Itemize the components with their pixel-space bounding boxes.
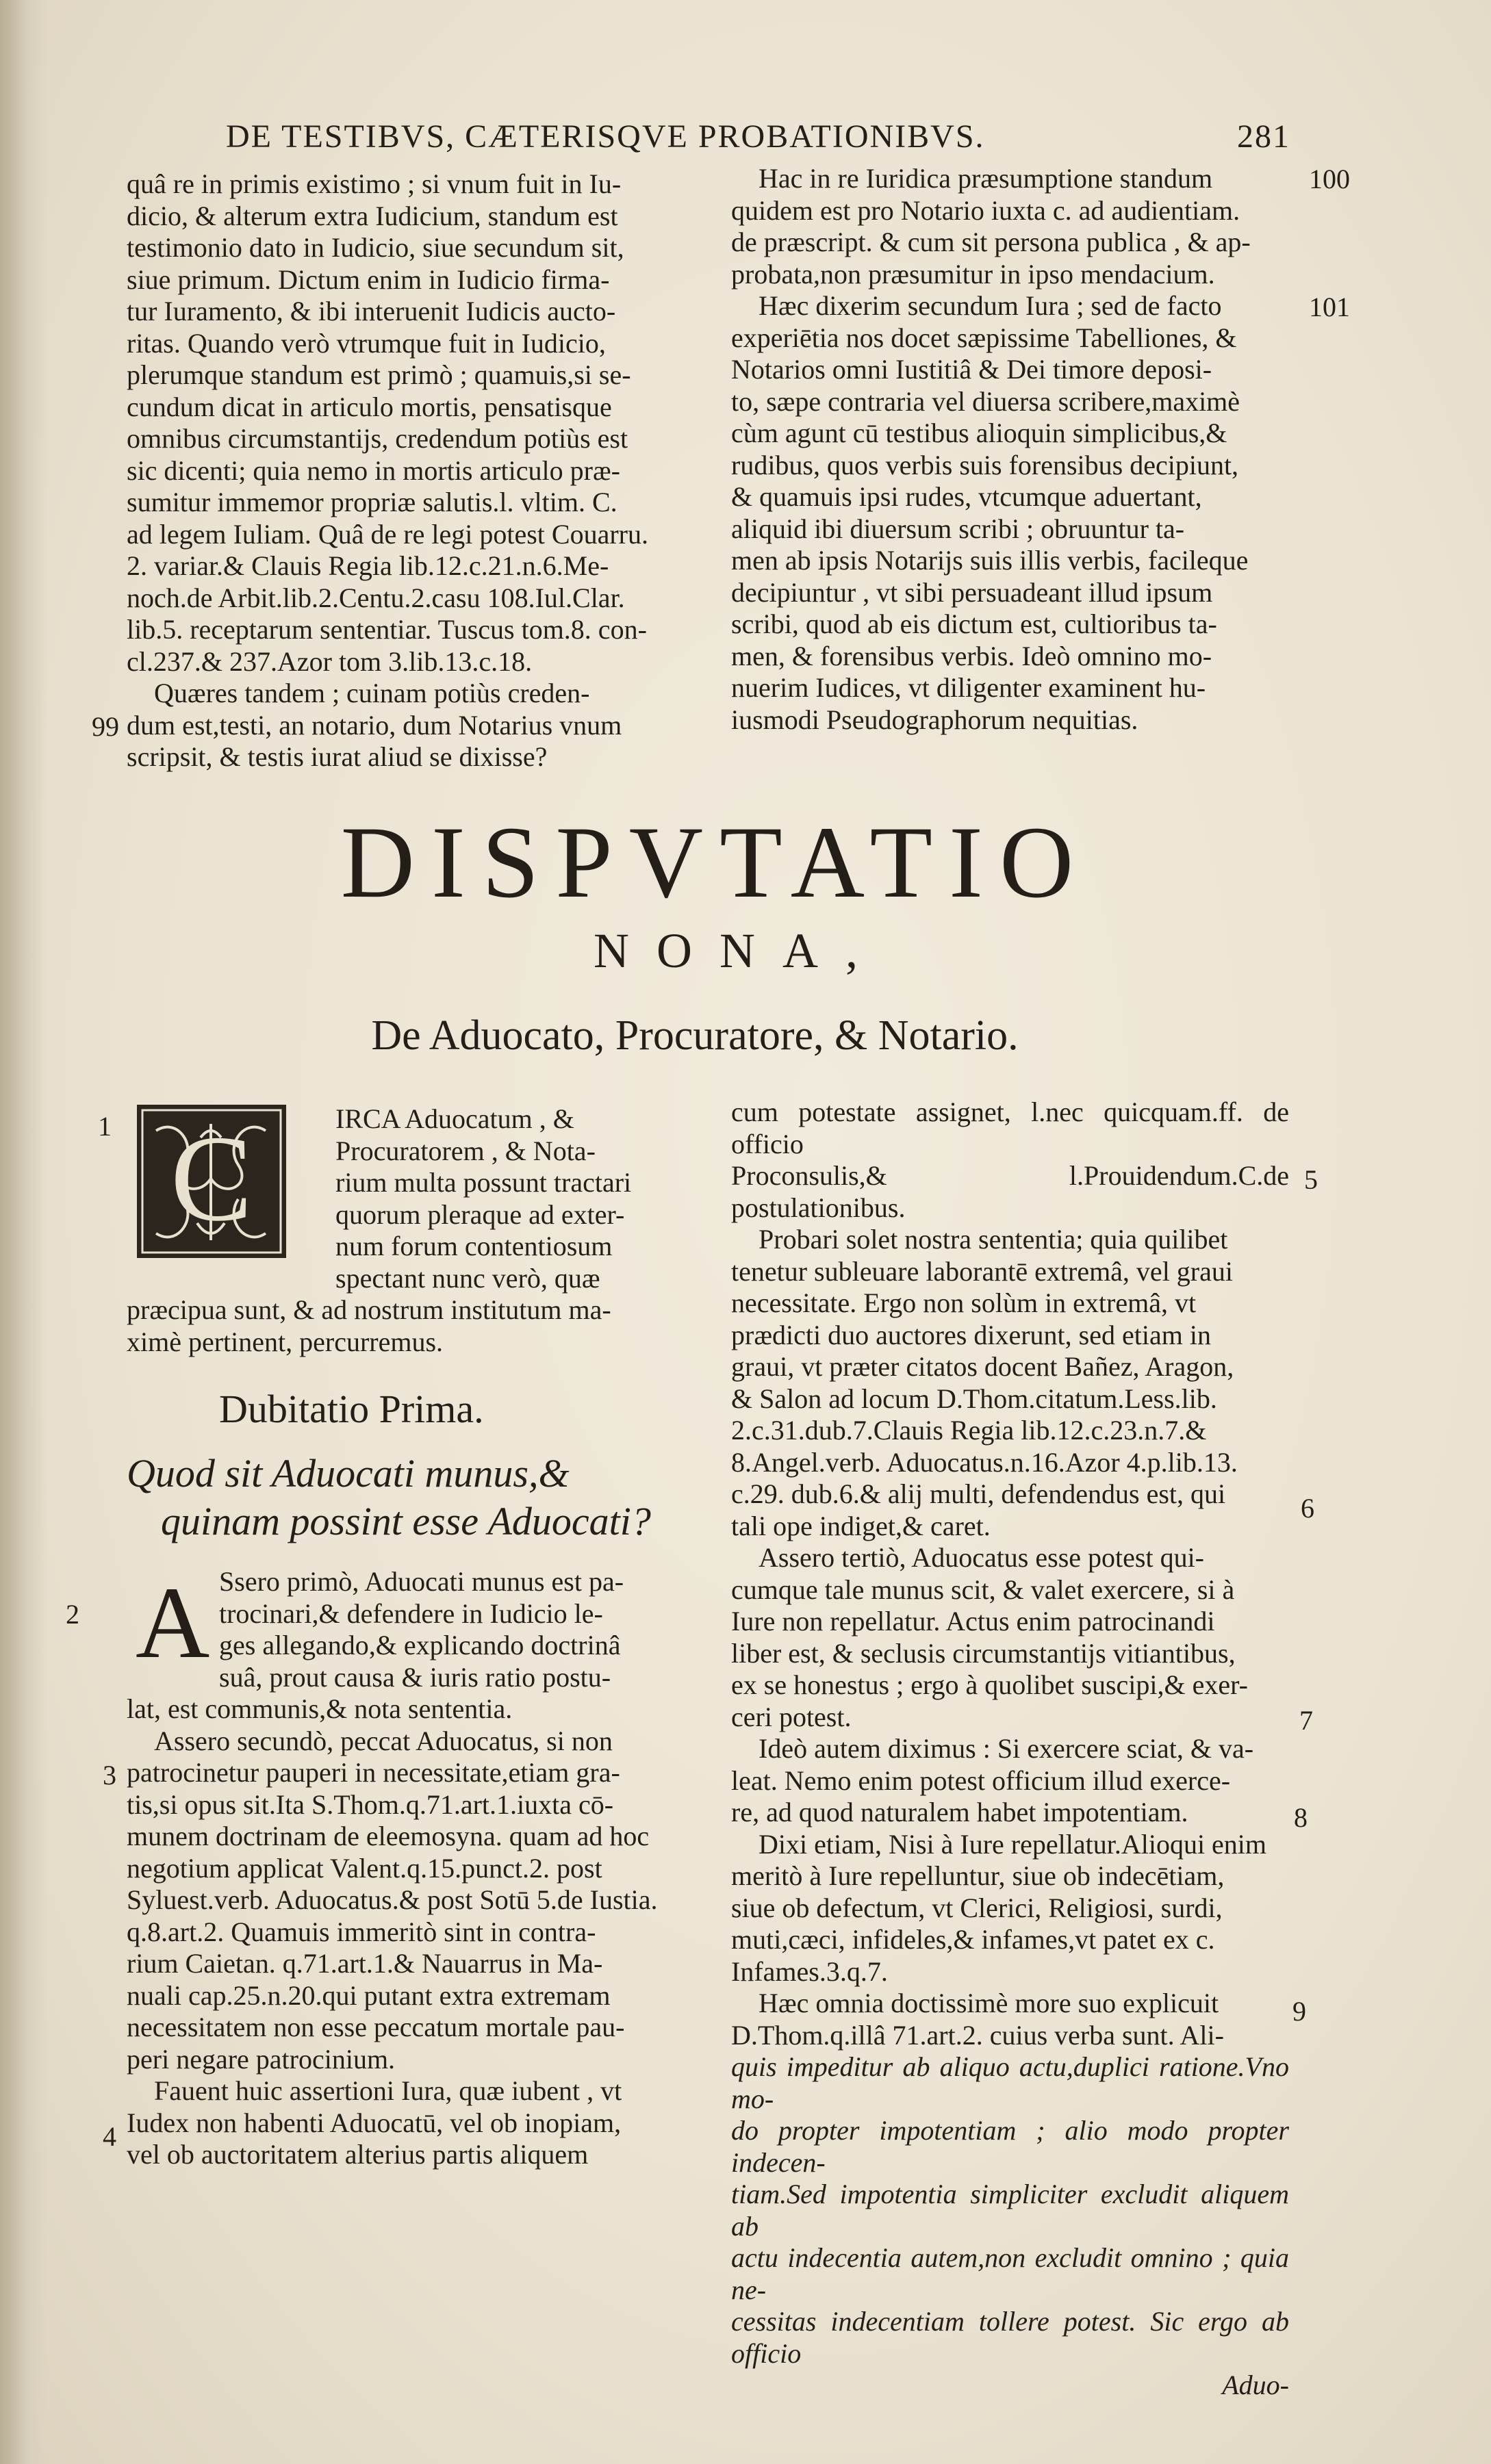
- column-bottom-left-body: [127, 1566, 691, 2171]
- text-line: men, & forensibus verbis. Ideò omnino mo-: [731, 640, 1212, 671]
- text-line: ritas. Quando verò vtrumque fuit in Iudicio,: [127, 327, 606, 359]
- text-line: meritò à Iure repelluntur, siue ob indecētiam,: [731, 1860, 1225, 1891]
- text-line: siue ob defectum, vt Clerici, Religiosi, surdi,: [731, 1892, 1223, 1923]
- margin-number: 99: [92, 711, 119, 742]
- text-line: Syluest.verb. Aduocatus.& post Sotū 5.de Iustia.: [127, 1884, 658, 1915]
- quaestio-line: quinam possint esse Aduocati?: [161, 1499, 651, 1543]
- text-line: necessitate. Ergo non solùm in extremâ, vt: [731, 1287, 1197, 1318]
- text-line: cessitas indecentiam tollere potest. Sic ergo ab officio: [731, 2306, 1289, 2369]
- text-line: munem doctrinam de eleemosyna. quam ad hoc: [127, 1821, 650, 1851]
- text-line: siue primum. Dictum enim in Iudicio firma-: [127, 264, 610, 295]
- text-line: re, ad quod naturalem habet impotentiam.: [731, 1797, 1188, 1827]
- column-bottom-right: [731, 1096, 1289, 2402]
- text-line: aliquid ibi diuersum scribi ; obruuntur ta-: [731, 513, 1185, 544]
- text-line: Procuratorem , & Nota-: [335, 1135, 596, 1166]
- text-line: omnibus circumstantijs, credendum potiùs est: [127, 423, 628, 454]
- margin-number: 4: [103, 2121, 116, 2152]
- text-line: noch.de Arbit.lib.2.Centu.2.casu 108.Iul.Clar.: [127, 582, 625, 613]
- text-line: quidem est pro Notario iuxta c. ad audientiam.: [731, 194, 1240, 226]
- margin-number: 100: [1309, 164, 1350, 194]
- text-line: suâ, prout causa & iuris ratio postu-: [219, 1661, 611, 1693]
- dropcap-letter: C: [170, 1110, 253, 1246]
- margin-number: 1: [98, 1111, 112, 1142]
- dubitatio-heading: Dubitatio Prima.: [219, 1387, 484, 1431]
- text-line: rudibus, quos verbis suis forensibus decipiunt,: [731, 449, 1239, 480]
- text-line: tenetur subleuare laborantē extremâ, vel graui: [731, 1255, 1233, 1287]
- text-line: iusmodi Pseudographorum nequitias.: [731, 704, 1138, 735]
- text-line: rium Caietan. q.71.art.1.& Nauarrus in Ma-: [127, 1948, 603, 1979]
- text-line: tiam.Sed impotentia simpliciter excludit aliquem ab: [731, 2179, 1289, 2242]
- text-line: præcipua sunt, & ad nostrum institutum ma-: [127, 1294, 611, 1325]
- text-line: D.Thom.q.illâ 71.art.2. cuius verba sunt. Ali-: [731, 2019, 1224, 2051]
- text-line: Notarios omni Iustitiâ & Dei timore deposi-: [731, 354, 1212, 385]
- text-line: tur Iuramento, & ibi interuenit Iudicis aucto-: [127, 296, 616, 326]
- text-line: necessitatem non esse peccatum mortale pau-: [127, 2012, 625, 2042]
- text-line: num forum contentiosum: [335, 1231, 613, 1261]
- text-line: lat, est communis,& nota sententia.: [127, 1693, 513, 1724]
- text-line: Hac in re Iuridica præsumptione standum: [759, 163, 1213, 194]
- text-line: Infames.3.q.7.: [731, 1955, 888, 1987]
- text-line: Quæres tandem ; cuinam potiùs creden-: [154, 678, 590, 708]
- text-line: testimonio dato in Iudicio, siue secundum sit,: [127, 232, 624, 263]
- text-line: quis impeditur ab aliquo actu,duplici ratione.Vno mo-: [731, 2051, 1289, 2114]
- running-head: [226, 118, 1290, 159]
- text-line: muti,cæci, infideles,& infames,vt patet ex c.: [731, 1924, 1215, 1955]
- text-line: liber est, & seclusis circumstantijs vitiantibus,: [731, 1637, 1236, 1669]
- text-line: lib.5. receptarum sententiar. Tuscus tom.8. con-: [127, 614, 647, 645]
- text-line: Hæc dixerim secundum Iura ; sed de facto: [759, 290, 1222, 321]
- text-line: IRCA Aduocatum , &: [335, 1103, 574, 1134]
- margin-number: 5: [1304, 1164, 1318, 1195]
- text-line: & Salon ad locum D.Thom.citatum.Less.lib.: [731, 1383, 1217, 1414]
- text-line: ximè pertinent, percurremus.: [127, 1326, 444, 1357]
- margin-number: 2: [66, 1599, 79, 1630]
- margin-number: 9: [1292, 1996, 1306, 2027]
- text-line: cumque tale munus scit, & valet exercere, si à: [731, 1574, 1235, 1605]
- text-line: Probari solet nostra sententia; quia quilibet: [759, 1224, 1228, 1255]
- text-line: leat. Nemo enim potest officium illud exerce-: [731, 1764, 1231, 1796]
- catchword: Aduo-: [1222, 2370, 1289, 2400]
- text-line: do propter impotentiam ; alio modo propter indecen-: [731, 2115, 1289, 2178]
- column-bottom-left: [127, 1103, 691, 1358]
- text-line: sumitur immemor propriæ salutis.l. vltim. C.: [127, 487, 617, 517]
- text-line: trocinari,& defendere in Iudicio le-: [219, 1597, 603, 1629]
- text-line: experiētia nos docet sæpissime Tabelliones, &: [731, 322, 1237, 353]
- text-line: Fauent huic assertioni Iura, quæ iubent , vt: [154, 2075, 622, 2106]
- text-line: dicio, & alterum extra Iudicium, standum est: [127, 200, 618, 231]
- text-line: spectant nunc verò, quæ: [335, 1262, 600, 1294]
- text-line: 2. variar.& Clauis Regia lib.12.c.21.n.6.Me-: [127, 550, 609, 581]
- text-line: quorum pleraque ad exter-: [335, 1198, 625, 1230]
- text-line: quâ re in primis existimo ; si vnum fuit in Iu-: [127, 168, 622, 199]
- text-line: 8.Angel.verb. Aduocatus.n.16.Azor 4.p.lib.13.: [731, 1446, 1238, 1478]
- margin-number: 7: [1299, 1705, 1313, 1736]
- text-line: prædicti duo auctores dixerunt, sed etiam in: [731, 1319, 1211, 1350]
- quaestio-line: Quod sit Aduocati munus,&: [127, 1451, 570, 1496]
- text-line: Dixi etiam, Nisi à Iure repellatur.Alioqui enim: [759, 1828, 1267, 1860]
- text-line: ges allegando,& explicando doctrinâ: [219, 1630, 621, 1660]
- text-line: patrocinetur pauperi in necessitate,etiam gra-: [127, 1757, 620, 1788]
- margin-number: 6: [1301, 1493, 1314, 1524]
- text-line: tis,si opus sit.Ita S.Thom.q.71.art.1.iuxta cō-: [127, 1788, 614, 1820]
- text-line: decipiuntur , vt sibi persuadeant illud ipsum: [731, 576, 1213, 608]
- disputatio-subtitle: De Aduocato, Procuratore, & Notario.: [371, 1012, 1019, 1059]
- quaestio-heading: [127, 1450, 702, 1545]
- text-line: cum potestate assignet, l.nec quicquam.ff. de officio: [731, 1096, 1289, 1159]
- nona-heading: NONA,: [594, 923, 885, 978]
- text-line: tali ope indiget,& caret.: [731, 1510, 991, 1541]
- text-line: Proconsulis,& l.Prouidendum.C.de postulationibus.: [731, 1160, 1289, 1223]
- disputatio-heading: DISPVTATIO: [340, 806, 1091, 919]
- text-line: to, sæpe contraria vel diuersa scribere,maximè: [731, 385, 1240, 417]
- margin-number: 3: [103, 1760, 116, 1791]
- text-line: scribi, quod ab eis dictum est, cultioribus ta-: [731, 608, 1217, 639]
- page-number: 281: [1237, 118, 1290, 155]
- text-line: cundum dicat in articulo mortis, pensatisque: [127, 391, 612, 422]
- text-line: sic dicenti; quia nemo in mortis articulo præ-: [127, 454, 620, 486]
- column-top-right: [731, 163, 1289, 736]
- text-line: Ssero primò, Aduocati munus est pa-: [219, 1566, 624, 1597]
- text-line: dum est,testi, an notario, dum Notarius vnum: [127, 709, 622, 741]
- text-line: ad legem Iuliam. Quâ de re legi potest Couarru.: [127, 518, 648, 550]
- column-top-left: [127, 168, 691, 773]
- text-line: Assero secundò, peccat Aduocatus, si non: [154, 1725, 613, 1756]
- text-line: ceri potest.: [731, 1701, 852, 1732]
- text-line: c.29. dub.6.& alij multi, defendendus est, qui: [731, 1478, 1226, 1509]
- text-line: Hæc omnia doctissimè more suo explicuit: [759, 1988, 1219, 2018]
- text-line: negotium applicat Valent.q.15.punct.2. post: [127, 1852, 602, 1884]
- text-line: graui, vt præter citatos docent Bañez, Aragon,: [731, 1351, 1234, 1382]
- text-line: cl.237.& 237.Azor tom 3.lib.13.c.18.: [127, 645, 533, 677]
- text-line: & quamuis ipsi rudes, vtcumque aduertant,: [731, 481, 1202, 512]
- text-line: cùm agunt cū testibus alioquin simplicibus,&: [731, 418, 1227, 448]
- text-line: Ideò autem diximus : Si exercere sciat, & va-: [759, 1733, 1254, 1764]
- text-line: peri negare patrocinium.: [127, 2043, 396, 2075]
- margin-number: 101: [1309, 292, 1350, 322]
- text-line: actu indecentia autem,non excludit omnino ; quia ne-: [731, 2242, 1289, 2305]
- text-line: Iudex non habenti Aduocatū, vel ob inopiam,: [127, 2107, 622, 2138]
- running-head-title: DE TESTIBVS, CÆTERISQVE PROBATIONIBVS.: [226, 118, 985, 155]
- text-line: 2.c.31.dub.7.Clauis Regia lib.12.c.23.n.7.&: [731, 1415, 1207, 1446]
- text-line: scripsit, & testis iurat aliud se dixisse?: [127, 741, 548, 772]
- text-line: nuali cap.25.n.20.qui putant extra extremam: [127, 1979, 611, 2011]
- page-binding-shadow: [0, 0, 48, 2464]
- text-line: q.8.art.2. Quamuis immeritò sint in contra-: [127, 1916, 596, 1947]
- text-line: Assero tertiò, Aduocatus esse potest qui-: [759, 1542, 1204, 1573]
- text-line: de præscript. & cum sit persona publica , & ap-: [731, 227, 1251, 257]
- dropcap-a: A: [136, 1566, 210, 1680]
- text-line: rium multa possunt tractari: [335, 1167, 632, 1198]
- text-line: plerumque standum est primò ; quamuis,si se-: [127, 359, 631, 390]
- text-line: probata,non præsumitur in ipso mendacium.: [731, 258, 1215, 290]
- text-line: men ab ipsis Notarijs suis illis verbis, facileque: [731, 545, 1249, 576]
- text-line: vel ob auctoritatem alterius partis aliquem: [127, 2139, 589, 2170]
- text-line: nuerim Iudices, vt diligenter examinent hu-: [731, 672, 1206, 703]
- text-line: ex se honestus ; ergo à quolibet suscipi,& exer-: [731, 1669, 1248, 1700]
- text-line: Iure non repellatur. Actus enim patrocinandi: [731, 1606, 1215, 1637]
- margin-number: 8: [1294, 1802, 1308, 1833]
